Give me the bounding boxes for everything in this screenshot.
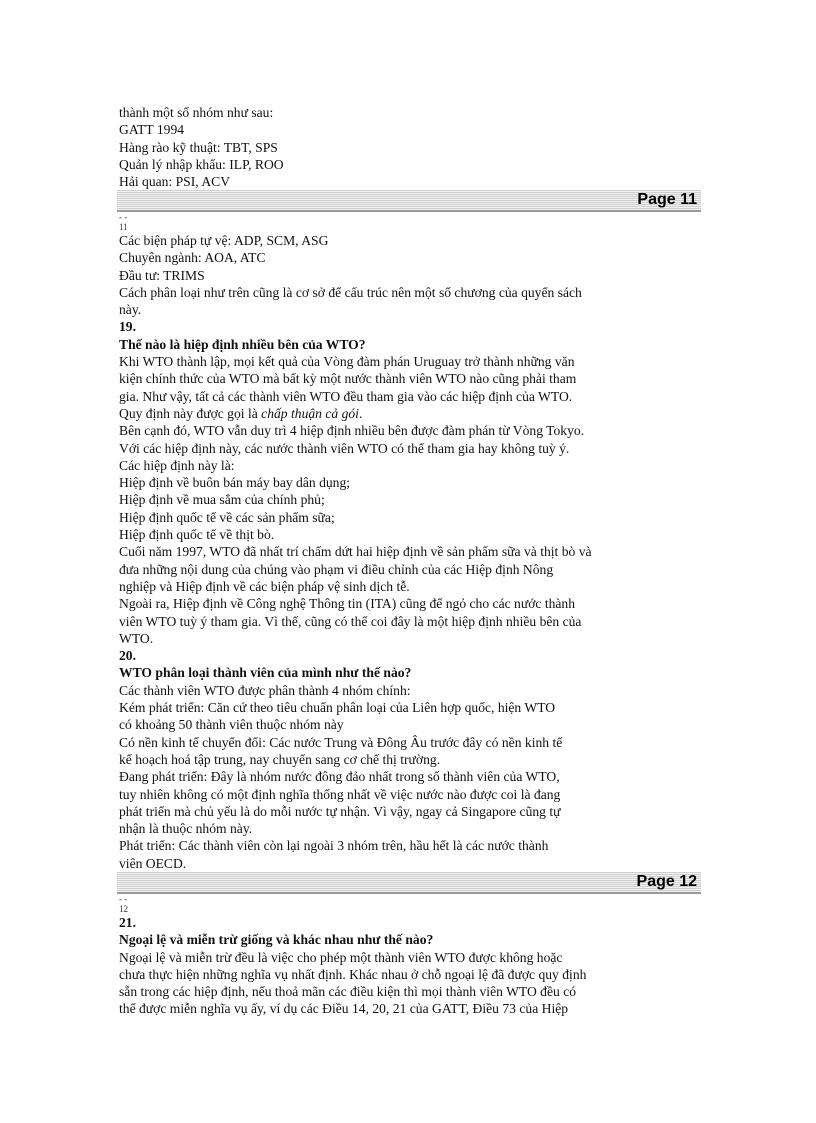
page-separator-11 [117,190,701,212]
text-line: viên WTO tuỳ ý tham gia. Vì thế, cũng có thể coi đây là một hiệp định nhiều bên của [119,613,582,629]
text-line: kiện chính thức của WTO mà bất kỳ một nước thành viên WTO nào cũng phải tham [119,371,577,387]
question-heading: Thế nào là hiệp định nhiều bên của WTO? [119,336,366,352]
text-line [119,405,709,422]
question-number: 20. [119,648,136,664]
text-line: Phát triển: Các thành viên còn lại ngoài 3 nhóm trên, hầu hết là các nước thành [119,838,549,854]
text-line: Hiệp định quốc tế về thịt bò. [119,527,275,543]
page-marker: - - [119,212,128,222]
text-line: kế hoạch hoá tập trung, nay chuyển sang cơ chế thị trường. [119,751,441,767]
text-line: sẵn trong các hiệp định, nếu thoả mãn các điều kiện thì mọi thành viên WTO đều có [119,984,577,1000]
text-line: Ngoài ra, Hiệp định về Công nghệ Thông tin (ITA) cũng để ngỏ cho các nước thành [119,596,576,612]
page-label-12: Page 12 [636,873,697,890]
text-line: Hiệp định về mua sắm của chính phủ; [119,492,325,508]
text-line: nghiệp và Hiệp định về các biện pháp vệ sinh dịch tễ. [119,578,410,594]
text-line: viên OECD. [119,855,187,871]
text-line: Đầu tư: TRIMS [119,267,205,283]
text-line: Các biện pháp tự vệ: ADP, SCM, ASG [119,233,329,248]
text-line: Hàng rào kỹ thuật: TBT, SPS [119,139,278,155]
text-line: tuy nhiên không có một định nghĩa thống nhất về việc nước nào được coi là đang [119,786,561,802]
text-line: thành một số nhóm như sau: [119,105,274,120]
question-heading: Ngoại lệ và miễn trừ giống và khác nhau như thế nào? [119,932,434,948]
text-line: Quản lý nhập khẩu: ILP, ROO [119,156,284,172]
section-c [119,894,709,1018]
text-line: Chuyên ngành: AOA, ATC [119,250,266,266]
text-span: Quy định này được gọi là [119,405,262,421]
text-line: GATT 1994 [119,122,185,138]
page-marker: - - [119,894,128,904]
section-b [119,212,709,872]
question-heading: WTO phân loại thành viên của mình như thế nào? [119,665,412,681]
page-number: 12 [119,904,128,914]
text-line: phát triển mà chủ yếu là do mỗi nước tự nhận. Vì vậy, ngay cả Singapore cũng tự [119,803,561,819]
text-line: thể được miễn nghĩa vụ ấy, ví dụ các Điều 14, 20, 21 của GATT, Điều 73 của Hiệp [119,1001,569,1017]
text-line: Cuối năm 1997, WTO đã nhất trí chấm dứt hai hiệp định về sản phẩm sữa và thịt bò và [119,544,592,560]
question-number: 21. [119,915,136,930]
text-line: Hiệp định về buôn bán máy bay dân dụng; [119,475,351,491]
page-number: 11 [119,222,128,232]
text-line: Khi WTO thành lập, mọi kết quả của Vòng đàm phán Uruguay trở thành những văn [119,354,575,370]
text-line: gia. Như vậy, tất cả các thành viên WTO đều tham gia vào các hiệp định của WTO. [119,388,573,404]
text-line: nhận là thuộc nhóm này. [119,821,253,837]
italic-term: chấp thuận cả gói [261,405,359,421]
text-line: Các hiệp định này là: [119,457,235,473]
text-line: này. [119,302,142,318]
text-line: chưa thực hiện những nghĩa vụ nhất định. Khác nhau ở chỗ ngoại lệ đã được quy định [119,966,587,982]
text-line: có khoảng 50 thành viên thuộc nhóm này [119,717,344,733]
text-line: Kém phát triển: Căn cứ theo tiêu chuẩn phân loại của Liên hợp quốc, hiện WTO [119,700,556,716]
text-line: Với các hiệp định này, các nước thành viên WTO có thể tham gia hay không tuỳ ý. [119,440,570,456]
page-label-11: Page 11 [637,191,697,208]
text-line: Có nền kinh tế chuyển đổi: Các nước Trung và Đông Âu trước đây có nền kinh tế [119,734,563,750]
text-line: Các thành viên WTO được phân thành 4 nhóm chính: [119,682,411,698]
text-line: Hiệp định quốc tế về các sản phẩm sữa; [119,509,335,525]
text-line: Cách phân loại như trên cũng là cơ sở để cấu trúc nên một số chương của quyển sách [119,284,582,300]
page-separator-12 [117,872,701,894]
text-line: Bên cạnh đó, WTO vẫn duy trì 4 hiệp định nhiều bên được đàm phán từ Vòng Tokyo. [119,423,585,439]
text-span: . [358,405,363,421]
text-line: WTO. [119,630,154,646]
text-line: Ngoại lệ và miễn trừ đều là việc cho phép một thành viên WTO được không hoặc [119,949,563,965]
question-number: 19. [119,319,136,335]
text-line: Đang phát triển: Đây là nhóm nước đông đảo nhất trong số thành viên của WTO, [119,769,560,785]
section-a [119,104,709,190]
text-line: Hải quan: PSI, ACV [119,174,231,190]
text-line: đưa những nội dung của chúng vào phạm vi điều chỉnh của các Hiệp định Nông [119,561,554,577]
